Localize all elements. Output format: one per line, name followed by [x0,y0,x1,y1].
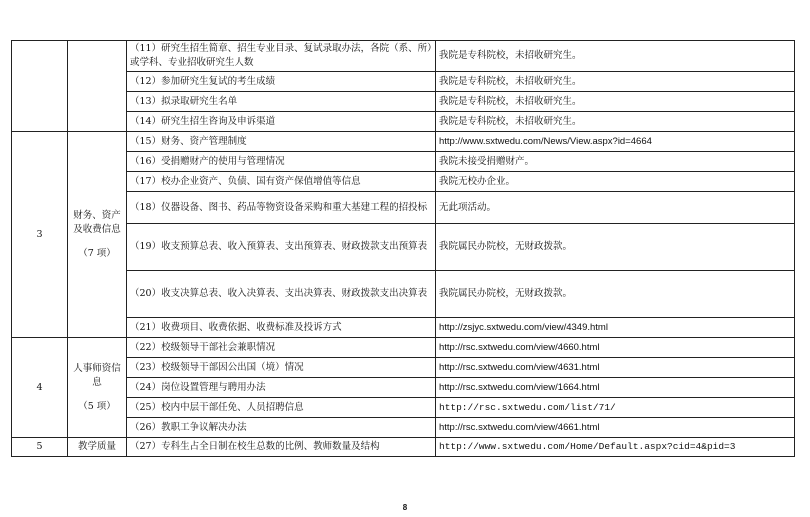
item-label: （18）仪器设备、图书、药品等物资设备采购和重大基建工程的招投标 [127,192,436,224]
group-number: 3 [12,132,68,338]
item-answer: 我院属民办院校，无财政拨款。 [436,271,795,318]
item-answer-link[interactable]: http://rsc.sxtwedu.com/view/1664.html [436,378,795,398]
table-row [12,192,795,224]
item-answer: 我院未接受捐赠财产。 [436,152,795,172]
item-label: （11）研究生招生简章、招生专业目录、复试录取办法，各院（系、所）或学科、专业招收研究生人数 [127,41,436,72]
table-row [12,41,795,72]
item-answer: 我院是专科院校，未招收研究生。 [436,112,795,132]
table-row [12,358,795,378]
table-row [12,152,795,172]
item-label: （14）研究生招生咨询及申诉渠道 [127,112,436,132]
table-row [12,438,795,457]
item-label: （20）收支决算总表、收入决算表、支出决算表、财政拨款支出决算表 [127,271,436,318]
group-category [68,338,127,438]
group-count: （7 项） [78,247,116,259]
item-answer-link[interactable]: http://rsc.sxtwedu.com/view/4660.html [436,338,795,358]
item-label: （16）受捐赠财产的使用与管理情况 [127,152,436,172]
item-label: （15）财务、资产管理制度 [127,132,436,152]
table-row [12,418,795,438]
item-answer: 我院属民办院校，无财政拨款。 [436,224,795,271]
item-label: （21）收费项目、收费依据、收费标准及投诉方式 [127,318,436,338]
item-label: （19）收支预算总表、收入预算表、支出预算表、财政拨款支出预算表 [127,224,436,271]
item-answer-link[interactable]: http://rsc.sxtwedu.com/view/4661.html [436,418,795,438]
item-answer-link[interactable]: http://rsc.sxtwedu.com/view/4631.html [436,358,795,378]
item-label: （22）校级领导干部社会兼职情况 [127,338,436,358]
group-title: 财务、资产及收费信息 [73,209,121,235]
item-label: （13）拟录取研究生名单 [127,92,436,112]
table-row [12,224,795,271]
item-answer: 我院是专科院校，未招收研究生。 [436,41,795,72]
table-row [12,92,795,112]
item-label: （25）校内中层干部任免、人员招聘信息 [127,398,436,418]
item-answer: 无此项活动。 [436,192,795,224]
group-category: 教学质量 [68,438,127,457]
group-count: （5 项） [78,400,116,412]
table-row [12,112,795,132]
table-row [12,318,795,338]
table-row [12,398,795,418]
group-title: 人事师资信息 [73,362,121,388]
item-label: （17）校办企业资产、负债、国有资产保值增值等信息 [127,172,436,192]
item-label: （26）教职工争议解决办法 [127,418,436,438]
disclosure-table [11,40,795,457]
item-answer-link[interactable]: http://zsjyc.sxtwedu.com/view/4349.html [436,318,795,338]
item-answer-link[interactable]: http://www.sxtwedu.com/Home/Default.aspx?cid=4&pid=3 [436,438,795,457]
table-row [12,271,795,318]
item-answer-link[interactable]: http://rsc.sxtwedu.com/list/71/ [436,398,795,418]
item-label: （27）专科生占全日制在校生总数的比例、教师数量及结构 [127,438,436,457]
table-row [12,72,795,92]
item-label: （12）参加研究生复试的考生成绩 [127,72,436,92]
item-answer: 我院无校办企业。 [436,172,795,192]
group-number-cell [12,41,68,132]
table-row [12,172,795,192]
item-answer: 我院是专科院校，未招收研究生。 [436,92,795,112]
group-number: 5 [12,438,68,457]
page-number: 8 [402,503,408,512]
table-row [12,132,795,152]
item-label: （24）岗位设置管理与聘用办法 [127,378,436,398]
table-row [12,338,795,358]
item-answer: 我院是专科院校，未招收研究生。 [436,72,795,92]
group-number: 4 [12,338,68,438]
item-answer-link[interactable]: http://www.sxtwedu.com/News/View.aspx?id=4664 [436,132,795,152]
group-category-cell [68,41,127,132]
table-row [12,378,795,398]
group-category [68,132,127,338]
item-label: （23）校级领导干部因公出国（境）情况 [127,358,436,378]
